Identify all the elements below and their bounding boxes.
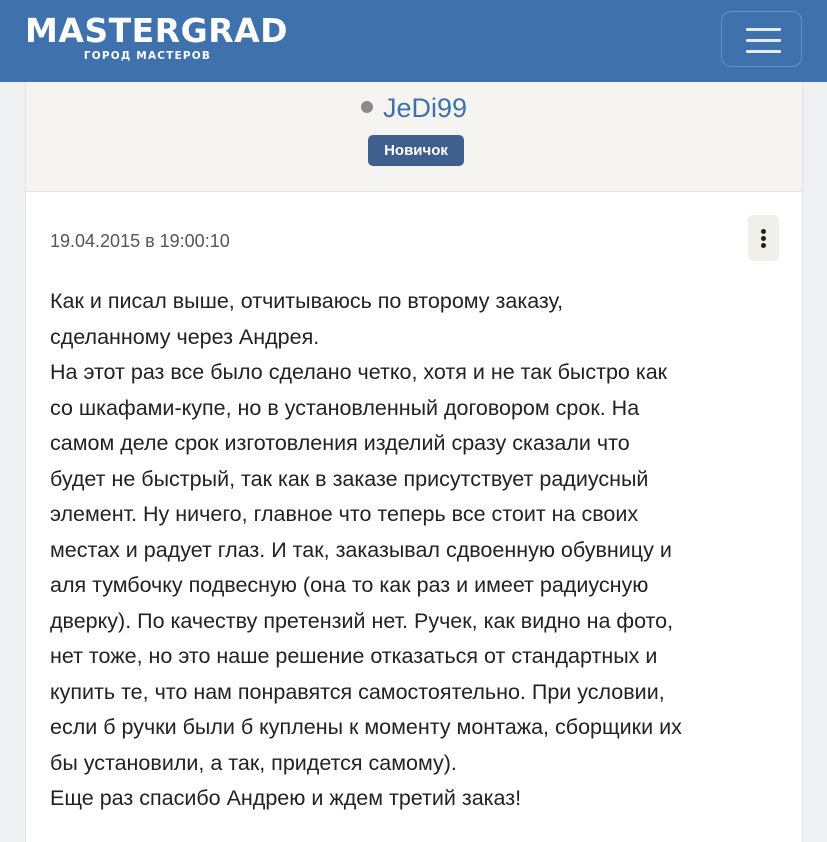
- post-text-line: со шкафами-купе, но в установленный договором срок. На: [50, 395, 640, 420]
- post-text-line: сделанному через Андрея.: [50, 324, 320, 349]
- post-text-line: дверку). По качеству претензий нет. Ручек, как видно на фото,: [50, 608, 674, 633]
- forum-post: [25, 82, 803, 842]
- post-text-line: местах и радует глаз. И так, заказывал сдвоенную обувницу и: [50, 537, 672, 562]
- post-text-line: будет не быстрый, так как в заказе присутствует радиусный: [50, 466, 649, 491]
- post-body: [50, 284, 780, 817]
- post-text-line: элемент. Ну ничего, главное что теперь все стоит на своих: [50, 502, 639, 526]
- hamburger-menu-icon-bar: [746, 50, 781, 53]
- hamburger-menu-icon: [746, 28, 781, 31]
- vertical-ellipsis-icon: [761, 229, 766, 234]
- post-text-line: Как и писал выше, отчитываюсь по второму заказу,: [50, 289, 564, 313]
- author-name-link[interactable]: JeDi99: [382, 93, 468, 123]
- site-header: [0, 0, 827, 82]
- post-text-line: Еще раз спасибо Андрею и ждем третий заказ!: [50, 786, 522, 810]
- post-date[interactable]: 19.04.2015 в 19:00:10: [50, 231, 230, 251]
- post-text-line: На этот раз все было сделано четко, хотя и не так быстро как: [50, 360, 668, 384]
- menu-button[interactable]: [721, 11, 802, 67]
- rank-badge: Новичок: [368, 135, 464, 166]
- vertical-ellipsis-icon-dot: [761, 243, 766, 248]
- post-text-line: если б ручки были б куплены к моменту монтажа, сборщики их: [50, 715, 682, 739]
- post-text-line: нет тоже, но это наше решение отказаться от стандартных и: [50, 644, 658, 668]
- post-text-line: самом деле срок изготовления изделий сразу сказали что: [50, 431, 630, 455]
- logo-title: MASTERGRAD: [25, 11, 289, 50]
- author-panel: [26, 82, 802, 192]
- site-logo[interactable]: [25, 11, 289, 62]
- hamburger-menu-icon-bar: [746, 39, 781, 42]
- vertical-ellipsis-icon-dot: [761, 236, 766, 241]
- post-options-button[interactable]: [748, 215, 779, 261]
- post-text-line: купить те, что нам понравятся самостоятельно. При условии,: [50, 679, 665, 704]
- status-dot-icon: [361, 101, 373, 113]
- post-text-line: аля тумбочку подвесную (она то как раз и имеет радиусную: [50, 573, 649, 597]
- post-text-line: бы установили, а так, придется самому).: [50, 750, 457, 775]
- logo-subtitle: ГОРОД МАСТЕРОВ: [83, 50, 212, 62]
- author-line: [26, 92, 802, 124]
